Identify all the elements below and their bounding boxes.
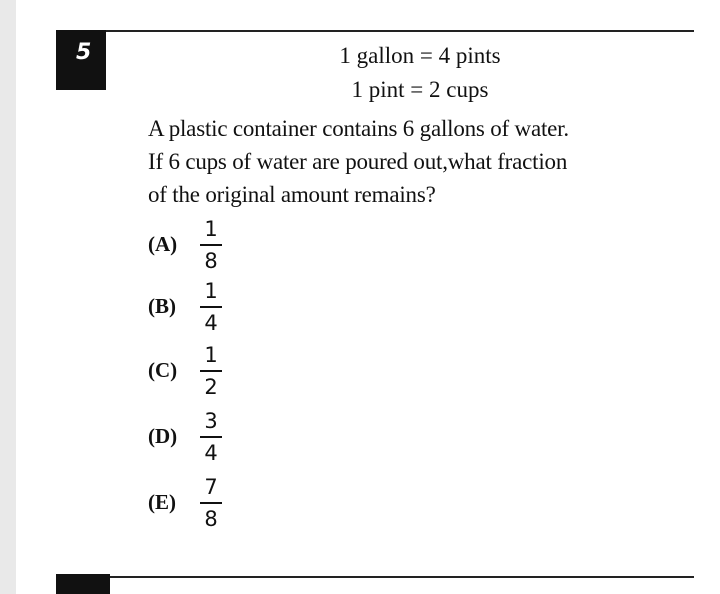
choice-label: (D): [148, 424, 178, 448]
fraction-denominator: 2: [204, 375, 218, 399]
conversion-gallon-pints: 1 gallon = 4 pints: [339, 43, 501, 68]
fraction-denominator: 8: [204, 507, 218, 531]
fraction-numerator: 7: [204, 475, 218, 499]
bottom-divider: [110, 576, 694, 578]
choice-fraction: [200, 408, 222, 466]
top-divider: [106, 30, 694, 32]
fraction-denominator: 4: [204, 311, 218, 335]
choice-label: (E): [148, 490, 176, 514]
next-question-badge-partial: [56, 574, 110, 594]
choice-fraction: [200, 342, 222, 400]
fraction-numerator: 3: [204, 409, 218, 433]
fraction-numerator: 1: [204, 217, 218, 241]
choice-label: (C): [148, 358, 178, 382]
fraction-numerator: 1: [204, 343, 218, 367]
answer-choice-d[interactable]: [148, 408, 268, 466]
fraction-bar: [200, 502, 222, 504]
choice-fraction: [200, 278, 222, 336]
fraction-bar: [200, 306, 222, 308]
stem-line-2: If 6 cups of water are poured out,what fraction: [148, 149, 568, 174]
choice-fraction: [200, 474, 222, 532]
choice-label: (B): [148, 294, 176, 318]
answer-choice-a[interactable]: [148, 216, 268, 274]
fraction-numerator: 1: [204, 279, 218, 303]
answer-choice-c[interactable]: [148, 342, 268, 400]
fraction-denominator: 4: [204, 441, 218, 465]
choice-label: (A): [148, 232, 178, 256]
fraction-bar: [200, 370, 222, 372]
stem-line-1: A plastic container contains 6 gallons of water.: [148, 116, 569, 141]
choice-fraction: [200, 216, 222, 274]
question-stem: [148, 112, 708, 211]
fraction-denominator: 8: [204, 249, 218, 273]
answer-choice-b[interactable]: [148, 278, 268, 336]
answer-choice-e[interactable]: [148, 474, 268, 532]
fraction-bar: [200, 436, 222, 438]
question-number: 5: [76, 40, 92, 65]
conversion-pint-cups: 1 pint = 2 cups: [351, 77, 489, 102]
fraction-bar: [200, 244, 222, 246]
stem-line-3: of the original amount remains?: [148, 182, 436, 207]
